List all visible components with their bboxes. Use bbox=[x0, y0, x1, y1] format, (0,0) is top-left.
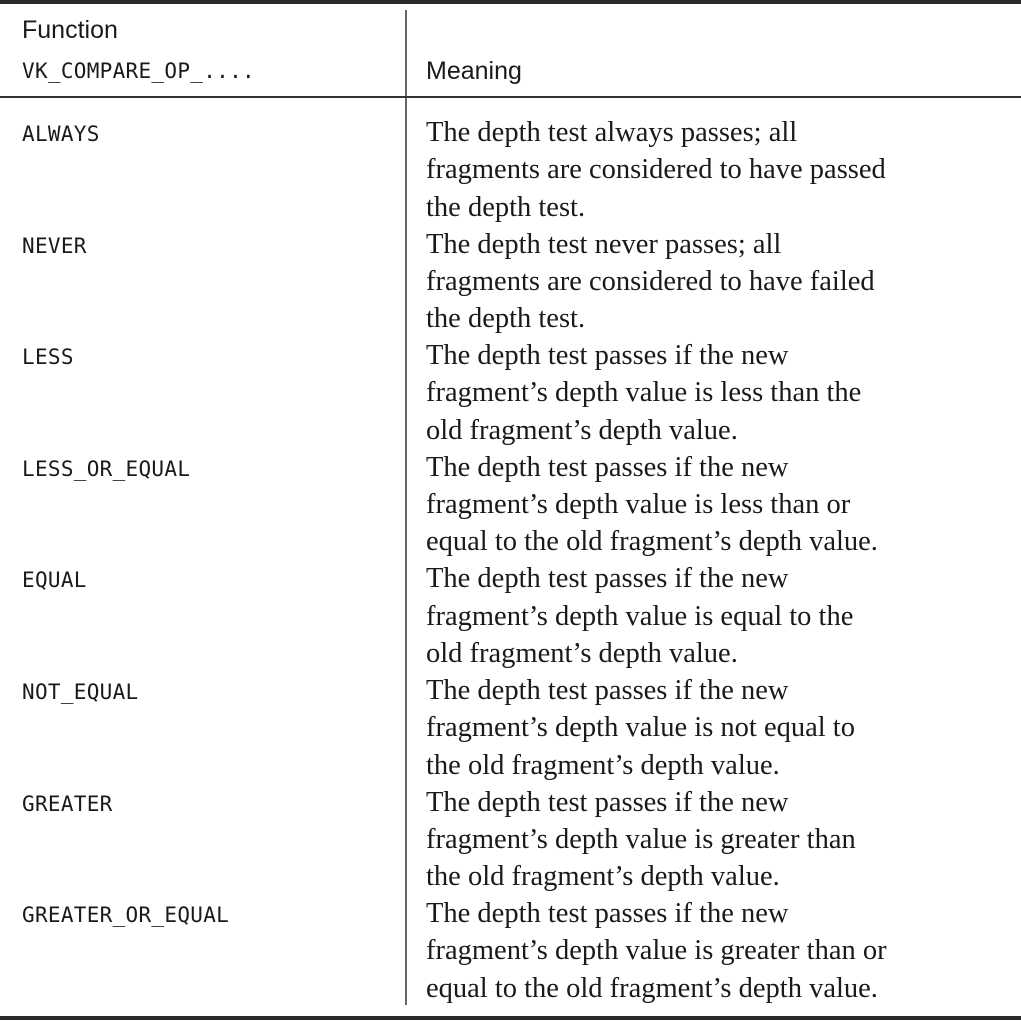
table-row bbox=[0, 453, 1021, 565]
function-name: GREATER bbox=[22, 791, 113, 816]
function-meaning bbox=[426, 449, 1016, 561]
function-name: LESS_OR_EQUAL bbox=[22, 456, 191, 481]
function-name: NEVER bbox=[22, 233, 87, 258]
header-rule bbox=[0, 96, 1021, 98]
meaning-line: fragments are considered to have failed bbox=[426, 265, 875, 297]
table-bottom-rule bbox=[0, 1016, 1021, 1020]
function-name: LESS bbox=[22, 345, 74, 370]
meaning-line: The depth test passes if the new bbox=[426, 898, 789, 930]
table-row bbox=[0, 118, 1021, 230]
function-meaning bbox=[426, 226, 1016, 338]
table-row bbox=[0, 341, 1021, 453]
meaning-line: fragment’s depth value is not equal to bbox=[426, 712, 855, 744]
meaning-line: The depth test passes if the new bbox=[426, 563, 789, 595]
meaning-line: the old fragment’s depth value. bbox=[426, 749, 780, 781]
meaning-line: The depth test passes if the new bbox=[426, 674, 789, 706]
header-function: Function bbox=[22, 16, 118, 44]
header-prefix: VK_COMPARE_OP_.... bbox=[22, 59, 255, 83]
meaning-line: The depth test passes if the new bbox=[426, 786, 789, 818]
meaning-line: The depth test passes if the new bbox=[426, 340, 789, 372]
meaning-line: The depth test always passes; all bbox=[426, 117, 798, 148]
function-name: GREATER_OR_EQUAL bbox=[22, 903, 230, 928]
function-meaning bbox=[426, 560, 1016, 672]
function-meaning bbox=[426, 672, 1016, 784]
meaning-line: fragment’s depth value is equal to the bbox=[426, 600, 854, 632]
function-meaning bbox=[426, 114, 1016, 226]
meaning-line: the depth test. bbox=[426, 303, 586, 335]
meaning-line: old fragment’s depth value. bbox=[426, 414, 738, 446]
header-meaning: Meaning bbox=[426, 57, 522, 85]
meaning-line: fragment’s depth value is less than the bbox=[426, 377, 862, 409]
function-name: EQUAL bbox=[22, 568, 87, 593]
table-top-rule bbox=[0, 0, 1021, 4]
meaning-line: the depth test. bbox=[426, 191, 586, 223]
table-row bbox=[0, 676, 1021, 788]
meaning-line: fragment’s depth value is less than or bbox=[426, 489, 851, 521]
meaning-line: The depth test never passes; all bbox=[426, 228, 782, 260]
meaning-line: the old fragment’s depth value. bbox=[426, 861, 780, 893]
meaning-line: equal to the old fragment’s depth value. bbox=[426, 972, 878, 1004]
function-meaning bbox=[426, 784, 1016, 896]
table-row bbox=[0, 230, 1021, 342]
table-row bbox=[0, 788, 1021, 900]
meaning-line: fragment’s depth value is greater than bbox=[426, 823, 856, 855]
table-row bbox=[0, 564, 1021, 676]
table-body bbox=[0, 118, 1021, 1011]
function-meaning bbox=[426, 337, 1016, 449]
meaning-line: The depth test passes if the new bbox=[426, 451, 789, 483]
meaning-line: old fragment’s depth value. bbox=[426, 637, 738, 669]
table-row bbox=[0, 899, 1021, 1011]
meaning-line: equal to the old fragment’s depth value. bbox=[426, 526, 878, 558]
meaning-line: fragments are considered to have passed bbox=[426, 154, 886, 186]
meaning-line: fragment’s depth value is greater than or bbox=[426, 935, 887, 967]
function-name: ALWAYS bbox=[22, 122, 100, 146]
function-name: NOT_EQUAL bbox=[22, 679, 139, 704]
function-meaning bbox=[426, 895, 1016, 1007]
